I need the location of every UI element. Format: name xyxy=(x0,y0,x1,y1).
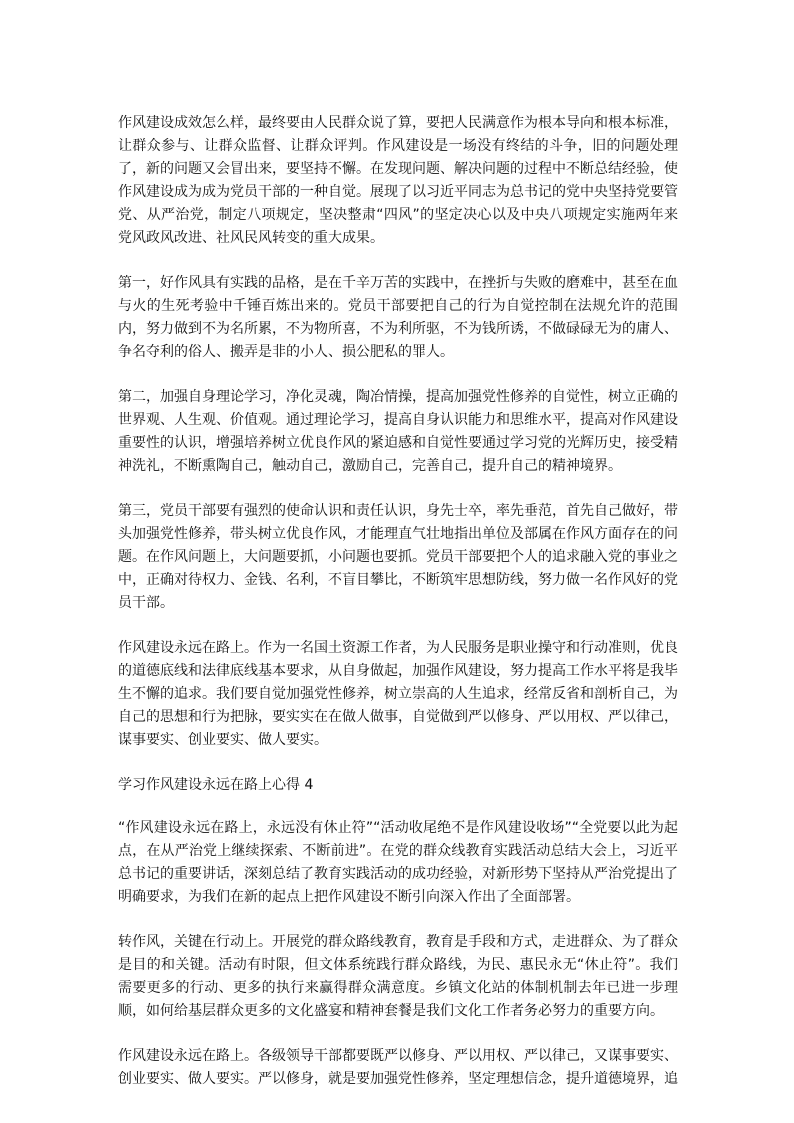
paragraph-second-point: 第二，加强自身理论学习，净化灵魂，陶冶情操，提高加强党性修养的自觉性，树立正确的世界观、人生观、价值观。通过理论学习，提高自身认识能力和思维水平，提高对作风建设重要性的认识，增强培养树立优良作风的紧迫感和自觉性要通过学习党的光辉历史，接受精神洗礼，不断熏陶自己，触动自己，激励自己，完善自己，提升自己的精神境界。 xyxy=(118,389,678,474)
paragraph-first-point: 第一，好作风具有实践的品格，是在千辛万苦的实践中，在挫折与失败的磨难中，甚至在血与火的生死考验中千锤百炼出来的。党员干部要把自己的行为自觉控制在法规允许的范围内，努力做到不为名所累，不为物所喜，不为利所驱，不为钱所诱，不做碌碌无为的庸人、争名夺利的俗人、搬弄是非的小人、损公肥私的罪人。 xyxy=(118,275,678,360)
paragraph-quote: “作风建设永远在路上，永远没有休止符”“活动收尾绝不是作风建设收场”“全党要以此为起点，在从严治党上继续探索、不断前进”。在党的群众线教育实践活动总结大会上，习近平总书记的重要讲话，深刻总结了教育实践活动的成功经验，对新形势下坚持从严治党提出了明确要求，为我们在新的起点上把作风建设不断引向深入作出了全面部署。 xyxy=(118,820,678,905)
paragraph-third-point: 第三，党员干部要有强烈的使命认识和责任认识，身先士卒，率先垂范，首先自己做好，带头加强党性修养，带头树立优良作风，才能理直气壮地指出单位及部属在作风方面存在的问题。在作风问题上，大问题要抓，小问题也要抓。党员干部要把个人的追求融入党的事业之中，正确对待权力、金钱、名利，不盲目攀比，不断筑牢思想防线，努力做一名作风好的党员干部。 xyxy=(118,503,678,611)
document-page xyxy=(118,112,678,1113)
paragraph-action: 转作风，关键在行动上。开展党的群众路线教育，教育是手段和方式，走进群众、为了群众是目的和关键。活动有时限，但文体系统践行群众路线，为民、惠民永无“休止符”。我们需要更多的行动、更多的执行来赢得群众满意度。乡镇文化站的体制机制去年已进一步理顺，如何给基层群众更多的文化盛宴和精神套餐是我们文化工作者务必努力的重要方向。 xyxy=(118,934,678,1019)
section-heading: 学习作风建设永远在路上心得 4 xyxy=(118,777,314,793)
paragraph-continuation: 作风建设永远在路上。各级领导干部都要既严以修身、严以用权、严以律己，又谋事要实、创业要实、做人要实。严以修身，就是要加强党性修养，坚定理想信念，提升道德境界，追 xyxy=(118,1048,678,1087)
paragraph-intro: 作风建设成效怎么样，最终要由人民群众说了算，要把人民满意作为根本导向和根本标准，让群众参与、让群众监督、让群众评判。作风建设是一场没有终结的斗争，旧的问题处理了，新的问题又会冒出来，要坚持不懈。在发现问题、解决问题的过程中不断总结经验，使作风建设成为成为党员干部的一种自觉。展现了以习近平同志为总书记的党中央坚持党要管党、从严治党，制定八项规定，坚决整肃“四风”的坚定决心以及中央八项规定实施两年来党风政风改进、社风民风转变的重大成果。 xyxy=(118,115,678,246)
paragraph-conclusion: 作风建设永远在路上。作为一名国土资源工作者，为人民服务是职业操守和行动准则，优良的道德底线和法律底线基本要求，从自身做起，加强作风建设，努力提高工作水平将是我毕生不懈的追求。我们要自觉加强党性修养，树立崇高的人生追求，经常反省和剖析自己，为自己的思想和行为把脉，要实实在在做人做事，自觉做到严以修身、严以用权、严以律己，谋事要实、创业要实、做人要实。 xyxy=(118,640,678,748)
